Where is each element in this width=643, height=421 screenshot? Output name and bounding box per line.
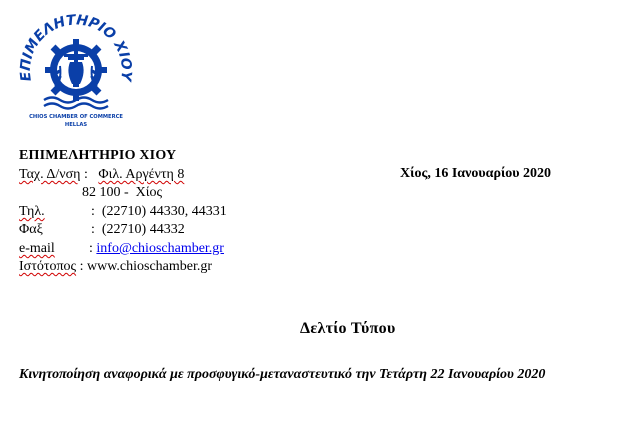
contact-address-line2: 82 100 - Χίος <box>82 185 163 200</box>
address-label: Ταχ. Δ/νση <box>19 167 81 182</box>
phone-value: (22710) 44330, 44331 <box>101 204 227 219</box>
press-release-subject: Κινητοποίηση αναφορικά με προσφυγικό-μεταναστευτικό την Τετάρτη 22 Ιανουαρίου 2020 <box>19 367 546 382</box>
contact-email <box>19 241 224 257</box>
document-date: Χίος, 16 Ιανουαρίου 2020 <box>400 166 552 181</box>
website-separator: : <box>76 259 87 274</box>
email-link[interactable]: info@chioschamber.gr <box>96 241 224 256</box>
chamber-logo <box>14 10 138 132</box>
phone-separator: : <box>91 204 102 219</box>
contact-address <box>19 167 184 183</box>
email-label: e-mail <box>19 241 55 256</box>
fax-label: Φαξ <box>19 222 43 237</box>
address-separator: : <box>80 167 99 182</box>
website-value: www.chioschamber.gr <box>86 259 213 274</box>
contact-fax <box>19 222 185 238</box>
phone-label: Τηλ. <box>19 204 45 219</box>
website-label: Ιστότοπος <box>19 259 77 274</box>
fax-value: (22710) 44332 <box>101 222 185 237</box>
contact-phone <box>19 204 227 220</box>
press-release-title: Δελτίο Τύπου <box>300 320 396 337</box>
address-value: Φιλ. Αργέντη 8 <box>98 167 185 182</box>
svg-text:ΕΠΙΜΕΛΗΤΗΡΙΟ ΧΙΟΥ: ΕΠΙΜΕΛΗΤΗΡΙΟ ΧΙΟΥ <box>17 12 135 83</box>
svg-text:HELLAS: HELLAS <box>64 122 88 128</box>
svg-text:CHIOS CHAMBER OF COMMERCE: CHIOS CHAMBER OF COMMERCE <box>29 114 123 120</box>
organization-name: ΕΠΙΜΕΛΗΤΗΡΙΟ ΧΙΟΥ <box>19 148 177 163</box>
contact-website <box>19 259 212 275</box>
fax-separator: : <box>91 222 102 237</box>
email-separator: : <box>89 241 97 256</box>
